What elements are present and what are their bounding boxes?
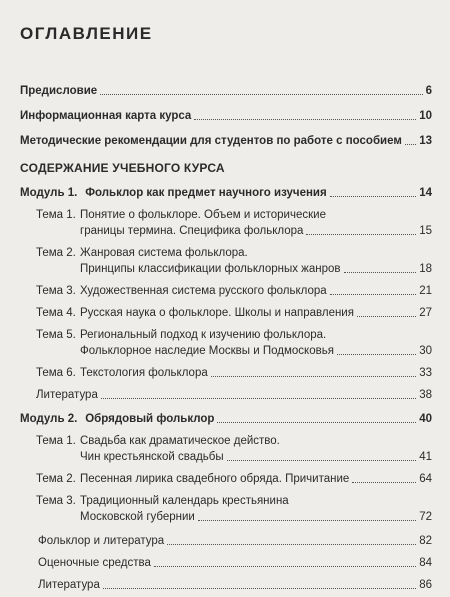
dot-leader [198, 520, 416, 521]
topic-title-line1: Жанровая система фольклора. [80, 247, 248, 259]
entry-page: 13 [419, 135, 432, 147]
dot-leader [227, 460, 417, 461]
section-heading: СОДЕРЖАНИЕ УЧЕБНОГО КУРСА [20, 161, 225, 175]
entry-page: 30 [419, 345, 432, 357]
entry-label: Информационная карта курса [20, 110, 192, 122]
topic-title-line1: Понятие о фольклоре. Объем и исторические [80, 209, 326, 221]
entry-label: Оценочные средства [38, 557, 151, 569]
dot-leader [344, 272, 417, 273]
topic-title-line2: Принципы классификации фольклорных жанров [80, 263, 341, 275]
topic-title-line2: Фольклорное наследие Москвы и Подмосковья [80, 345, 334, 357]
toc-entry-module-2[interactable] [20, 412, 432, 426]
topic-number: Тема 2. [36, 473, 76, 485]
dot-leader [337, 354, 416, 355]
toc-entry-module-1[interactable] [20, 186, 432, 200]
dot-leader [357, 316, 416, 317]
dot-leader [211, 376, 416, 377]
topic-number: Тема 1. [36, 209, 76, 221]
entry-page: 84 [419, 557, 432, 569]
toc-entry-topic-1-6[interactable] [80, 366, 432, 380]
dot-leader [217, 422, 416, 423]
page-title: ОГЛАВЛЕНИЕ [20, 24, 153, 43]
module-title: Обрядовый фольклор [85, 413, 215, 425]
topic-title-line1: Свадьба как драматическое действо. [80, 435, 280, 447]
toc-entry-assessment[interactable] [38, 556, 432, 570]
dot-leader [103, 588, 416, 589]
entry-page: 10 [419, 110, 432, 122]
toc-entry-preface[interactable] [20, 84, 432, 98]
topic-number: Тема 6. [36, 367, 76, 379]
entry-page: 82 [419, 535, 432, 547]
toc-entry-topic-2-3[interactable] [80, 510, 432, 524]
entry-page: 40 [419, 413, 432, 425]
entry-label: Литература [38, 579, 100, 591]
toc-entry-topic-1-3[interactable] [80, 284, 432, 298]
topic-title-line2: Чин крестьянской свадьбы [80, 451, 224, 463]
dot-leader [330, 294, 417, 295]
dot-leader [352, 482, 416, 483]
module-title: Фольклор как предмет научного изучения [85, 187, 327, 199]
dot-leader [101, 398, 416, 399]
topic-title: Текстология фольклора [80, 367, 208, 379]
entry-page: 6 [425, 85, 432, 97]
toc-entry-topic-1-5[interactable] [80, 344, 432, 358]
entry-page: 21 [419, 285, 432, 297]
topic-title-line1: Региональный подход к изучению фольклора. [80, 329, 327, 341]
toc-entry-topic-1-4[interactable] [80, 306, 432, 320]
entry-page: 27 [419, 307, 432, 319]
topic-title-line2: Московской губернии [80, 511, 195, 523]
entry-label: Литература [36, 389, 98, 401]
topic-number: Тема 3. [36, 285, 76, 297]
topic-number: Тема 3. [36, 495, 76, 507]
toc-entry-topic-1-2[interactable] [80, 262, 432, 276]
toc-entry-literature-2[interactable] [38, 578, 432, 592]
topic-title-line2: границы термина. Специфика фольклора [80, 225, 304, 237]
module-number: Модуль 1. [20, 187, 78, 199]
dot-leader [405, 144, 416, 145]
entry-page: 64 [419, 473, 432, 485]
toc-entry-literature-1[interactable] [36, 388, 432, 402]
entry-label: Фольклор и литература [38, 535, 165, 547]
topic-title: Русская наука о фольклоре. Школы и направления [80, 307, 354, 319]
entry-page: 14 [419, 187, 432, 199]
dot-leader [194, 119, 416, 120]
entry-page: 15 [419, 225, 432, 237]
entry-label: Методические рекомендации для студентов по работе с пособием [20, 135, 402, 147]
dot-leader [100, 94, 422, 95]
entry-page: 18 [419, 263, 432, 275]
topic-number: Тема 5. [36, 329, 76, 341]
dot-leader [167, 544, 416, 545]
entry-label: Предисловие [20, 85, 98, 97]
module-number: Модуль 2. [20, 413, 78, 425]
topic-title: Песенная лирика свадебного обряда. Причитание [80, 473, 350, 485]
toc-entry-topic-1-1[interactable] [80, 224, 432, 238]
toc-entry-course-card[interactable] [20, 109, 432, 123]
entry-page: 72 [419, 511, 432, 523]
topic-number: Тема 1. [36, 435, 76, 447]
topic-title: Художественная система русского фольклора [80, 285, 327, 297]
entry-page: 33 [419, 367, 432, 379]
toc-entry-topic-2-2[interactable] [80, 472, 432, 486]
entry-page: 38 [419, 389, 432, 401]
dot-leader [154, 566, 416, 567]
toc-entry-topic-2-1[interactable] [80, 450, 432, 464]
topic-number: Тема 4. [36, 307, 76, 319]
toc-entry-folklore-literature[interactable] [38, 534, 432, 548]
entry-page: 41 [419, 451, 432, 463]
topic-title-line1: Традиционный календарь крестьянина [80, 495, 289, 507]
entry-page: 86 [419, 579, 432, 591]
dot-leader [306, 234, 416, 235]
toc-entry-guidelines[interactable] [20, 134, 432, 148]
topic-number: Тема 2. [36, 247, 76, 259]
dot-leader [330, 196, 416, 197]
